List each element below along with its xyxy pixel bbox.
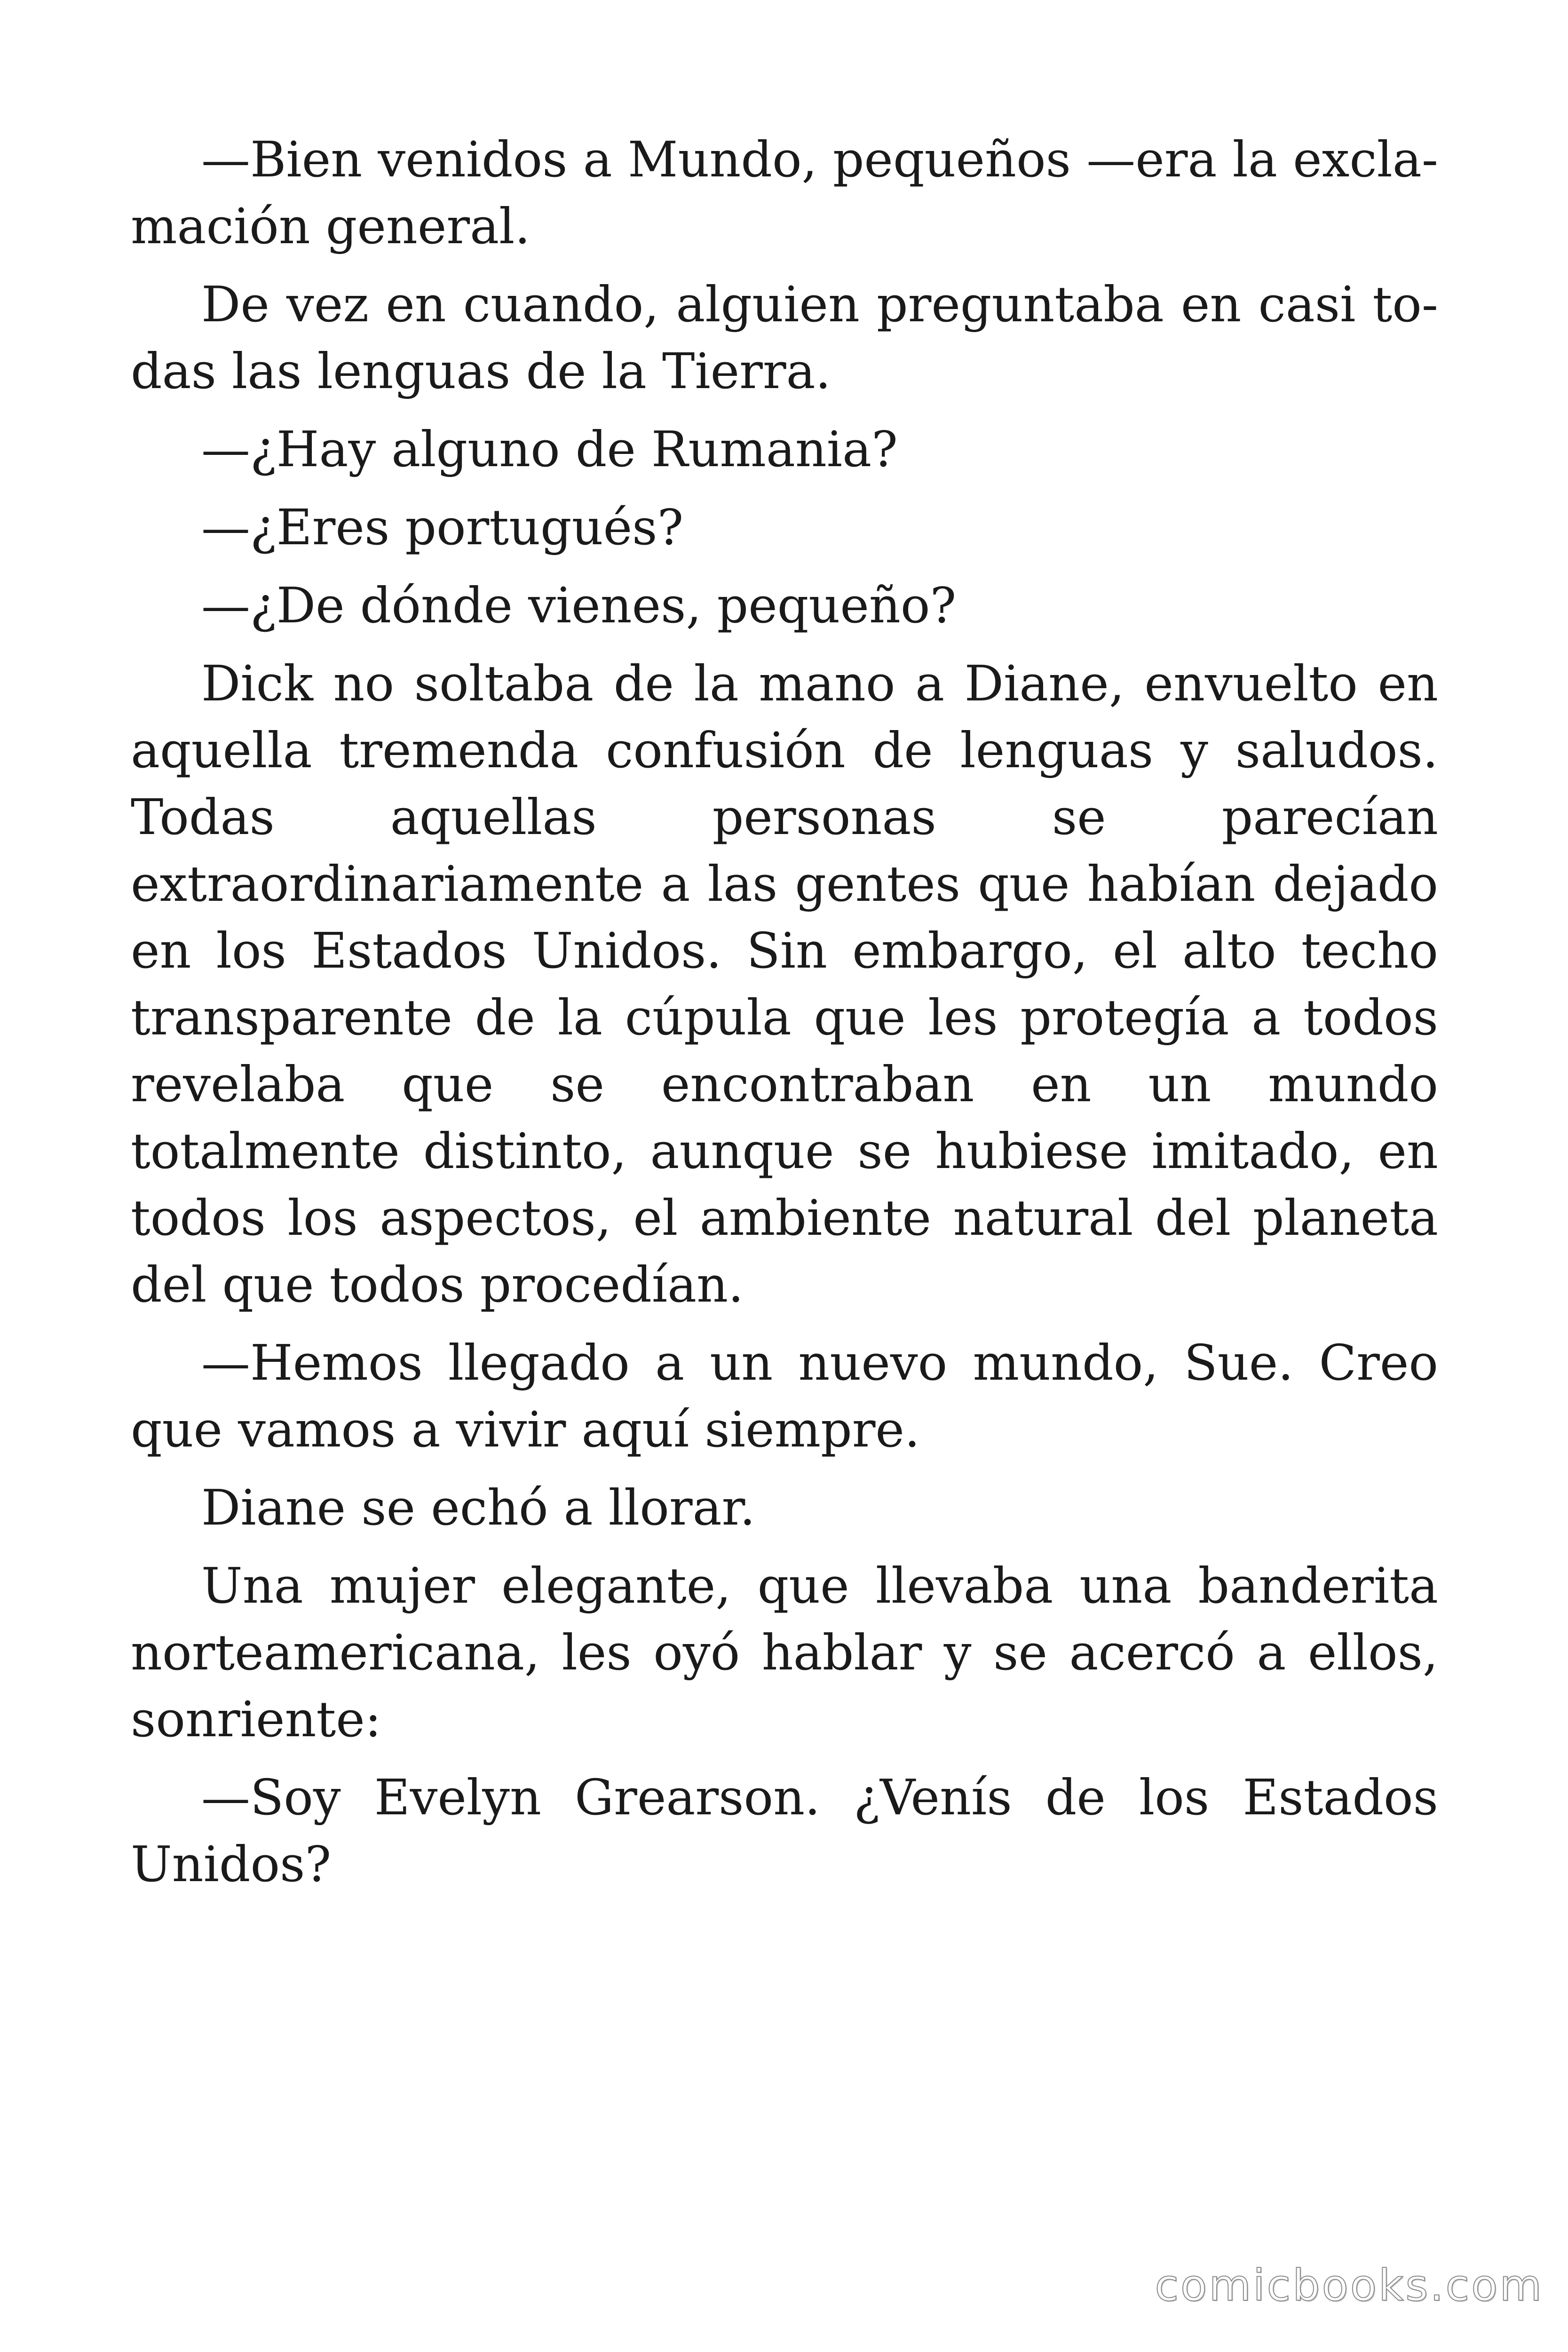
paragraph: Una mujer elegante, que llevaba una banderita norteamericana, les oyó hablar y se acercó a ellos, sonriente: bbox=[131, 1557, 1438, 1748]
paragraph: —¿Eres portugués? bbox=[201, 499, 684, 556]
paragraph: Diane se echó a llorar. bbox=[201, 1479, 755, 1536]
body-text bbox=[131, 126, 1438, 1909]
paragraph: —Soy Evelyn Grearson. ¿Venís de los Estados Unidos? bbox=[131, 1769, 1438, 1893]
watermark: comicbooks.com bbox=[1155, 2260, 1544, 2311]
paragraph: —Hemos llegado a un nuevo mundo, Sue. Creo que vamos a vivir aquí siempre. bbox=[131, 1334, 1438, 1458]
paragraph: De vez en cuando, alguien preguntaba en casi todas las lenguas de la Tierra. bbox=[131, 276, 1438, 400]
paragraph: —¿Hay alguno de Rumania? bbox=[201, 421, 898, 478]
paragraph: —Bien venidos a Mundo, pequeños —era la exclamación general. bbox=[131, 131, 1438, 255]
paragraph: Dick no soltaba de la mano a Diane, envuelto en aquella tremenda confusión de lenguas y saludos. Todas aquellas personas se parecían extraordinariamente a las gentes que habían dejado en los Estados Unidos. Sin embargo, el alto techo transparente de la cúpula que les protegía a todos revelaba que se encontraban en un mundo totalmente distinto, aunque se hubiese imitado, en todos los aspectos, el ambiente natural del planeta del que todos procedían. bbox=[131, 655, 1438, 1313]
paragraph: —¿De dónde vienes, pequeño? bbox=[201, 577, 957, 634]
